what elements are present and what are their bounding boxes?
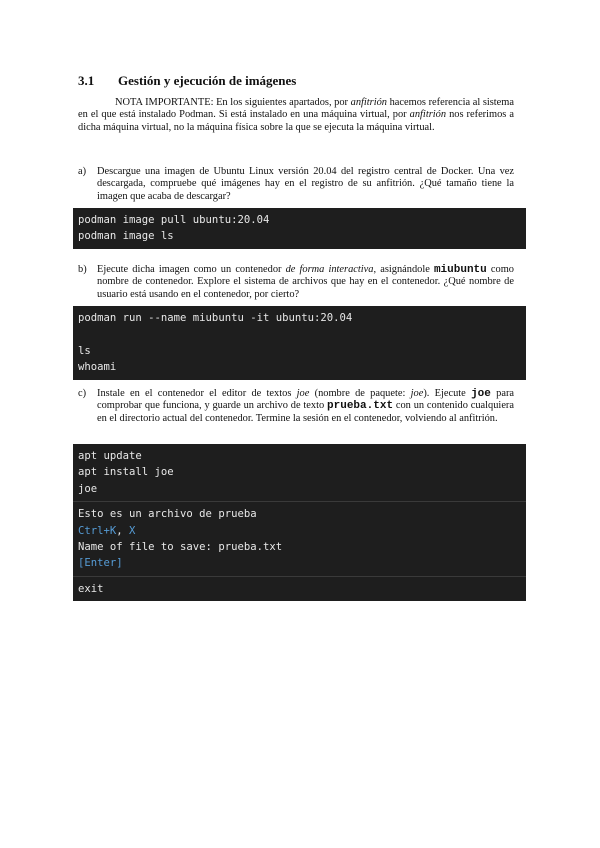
code-line: Name of file to save: prueba.txt [78,540,283,553]
enter-key: [Enter] [78,557,123,570]
intro-term-2: anfitrión [409,109,447,121]
item-text-part: Ejecute dicha imagen como un contenedor [97,264,286,275]
code-segment-install [73,444,526,501]
inline-code: miubuntu [433,264,487,276]
item-marker: a) [78,166,87,177]
item-text [97,388,514,425]
inline-code: prueba.txt [327,400,394,413]
item-text [97,264,514,301]
section-heading [78,73,296,89]
code-segment [73,306,526,380]
code-line: podman image ls [78,230,174,243]
item-text: Descargue una imagen de Ubuntu Linux versión 20.04 del registro central de Docker. Una vez descargada, compruebe qué imágenes hay en el registro de su anfitrión. ¿Qué tamaño tiene la imagen que acaba de descargar? [97,166,514,202]
code-block-a [73,208,526,249]
code-line: Esto es un archivo de prueba [78,508,257,521]
item-emphasis: de forma interactiva [285,264,374,275]
code-segment [73,208,526,249]
item-text-part: Instale en el contenedor el editor de textos [97,388,297,399]
item-marker: c) [78,388,87,399]
blank-line [78,326,520,342]
code-segment-exit [73,576,526,601]
key-combo-line [78,523,520,539]
item-text-part: (nombre de paquete: [309,388,411,399]
item-marker: b) [78,264,87,275]
intro-text-1: NOTA IMPORTANTE: En los siguientes apartados, por [115,97,351,108]
exercise-item-a [78,166,514,203]
code-line: exit [78,582,104,595]
inline-code: joe [471,388,491,400]
key-combo: X [129,524,136,537]
intro-text-3: nos referimos a dicha máquina virtual, no la máquina física sobre la que se ejecuta la máquina virtual. [78,109,515,133]
code-line: ls [78,344,91,357]
code-line: joe [78,482,98,495]
code-line: podman image pull ubuntu:20.04 [78,214,270,226]
code-line: apt update [78,450,142,462]
section-number: 3.1 [78,73,95,88]
intro-paragraph [78,97,514,134]
code-line: apt install joe [78,466,174,479]
exercise-item-b [78,264,514,301]
item-text-part: con un contenido cualquiera en el directorio actual del contenedor. Termine la sesión en el contenedor, volviendo al anfitrión. [97,400,514,424]
code-line: whoami [78,361,117,374]
key-combo: Ctrl+K [78,524,117,537]
intro-text-2: hacemos referencia al sistema en el que está instalado Podman. Si está instalado en una máquina virtual, por [78,97,514,121]
code-block-c [73,444,526,601]
item-text-part: , asignándole [373,264,434,275]
exercise-item-c [78,388,514,425]
item-text-part: como nombre de contenedor. Explore el sistema de archivos que hay en el contenedor. ¿Qué nombre de usuario está usando en el contenedor, por cierto? [97,264,514,300]
item-emphasis: joe [410,388,424,399]
item-emphasis: joe [296,388,310,399]
code-block-b [73,306,526,380]
code-line: podman run --name miubuntu -it ubuntu:20.04 [78,312,353,324]
code-segment-editor [73,501,526,576]
intro-term: anfitrión [350,97,387,108]
item-text-part: ). Ejecute [423,388,472,399]
key-separator: , [116,524,130,537]
section-title: Gestión y ejecución de imágenes [118,73,297,88]
item-text-part: para comprobar que funciona, y guarde un archivo de texto [97,388,515,412]
